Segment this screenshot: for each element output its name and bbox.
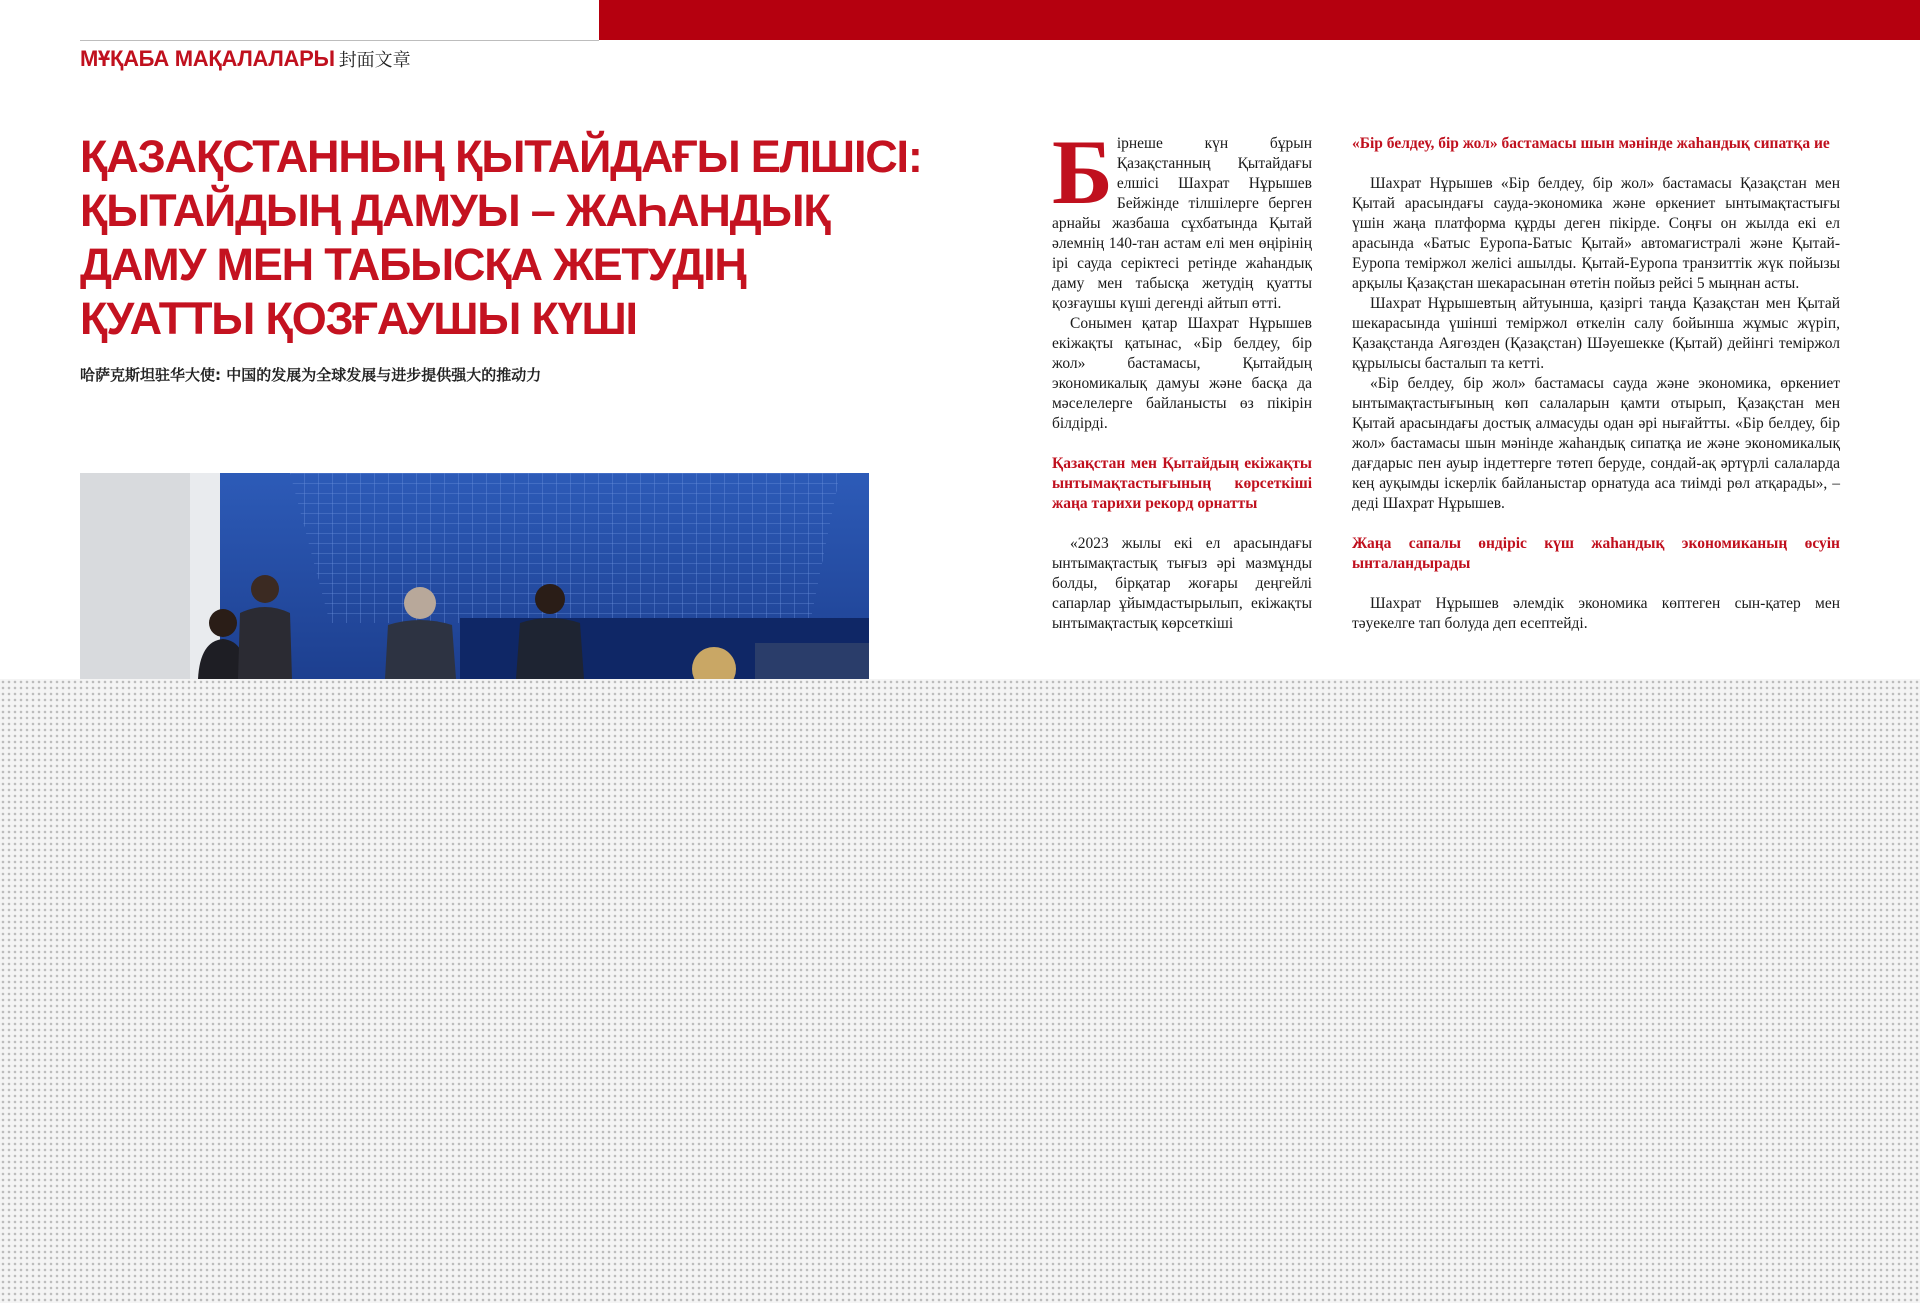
article-paragraph: «2023 жылы екі ел арасындағы ынтымақтастық тығыз әрі мазмұнды болды, бірқатар жоғары деңгейлі сапарлар ұйымдастырылып, екіжақты ынтымақтастық көрсеткіші: [1052, 535, 1312, 632]
article-paragraph: «Бір белдеу, бір жол» бастамасы сауда және экономика, өркениет ынтымақтастығының көп салаларын қамти отырып, Қазақстан мен Қытай арасындағы достық алмасуды одан әрі нығайтты. «Бір белдеу, бір жол» бастамасы шын мәнінде жаһандық сипатқа ие және экономикалық дағдарыс пен ауыр індеттерге төтеп беруде, сондай-ақ әртүрлі салаларда кең ауқымды іскерлік байланыстар орнатуда аса тиімді рөл атқарады», – деді Шахрат Нұрышев.: [1352, 375, 1840, 512]
headline-line: ҚЫТАЙДЫҢ ДАМУЫ – ЖАҺАНДЫҚ: [80, 185, 830, 236]
article-subtitle-cn: 哈萨克斯坦驻华大使: 中国的发展为全球发展与进步提供强大的推动力: [80, 366, 542, 384]
headline-line: ҚУАТТЫ ҚОЗҒАУШЫ КҮШІ: [80, 293, 637, 344]
header-rule: [80, 40, 599, 41]
article-column-right: [1352, 134, 1840, 634]
article-photo: [80, 473, 869, 679]
section-heading: Қазақстан мен Қытайдың екіжақты ынтымақтастығының көрсеткіші жаңа тарихи рекорд орнатты: [1052, 455, 1312, 512]
section-label-kz: МҰҚАБА МАҚАЛАЛАРЫ: [80, 46, 335, 71]
page-fade-overlay: [0, 679, 1920, 1303]
article-paragraph: Шахрат Нұрышев әлемдік экономика көптеген сын-қатер мен тәуекелге тап болуда деп есептейді.: [1352, 595, 1840, 632]
section-heading: Жаңа сапалы өндіріс күш жаһандық экономиканың өсуін ынталандырады: [1352, 535, 1840, 572]
paragraph-text: ірнеше күн бұрын Қазақстанның Қытайдағы елшісі Шахрат Нұрышев Бейжінде тілшілерге берген арнайы жазбаша сұхбатында Қытай әлемнің 140-тан астам елі мен өңірінің ірі сауда серіктесі ретінде жаһандық даму мен табысқа жетудің қуатты қозғаушы күші дегенді айтып өтті.: [1052, 135, 1312, 312]
article-paragraph: Сонымен қатар Шахрат Нұрышев екіжақты қатынас, «Бір белдеу, бір жол» бастамасы, Қытайдың экономикалық дамуы және басқа да мәселелерге байланысты өз пікірін білдірді.: [1052, 315, 1312, 432]
article-paragraph: Шахрат Нұрышевтың айтуынша, қазіргі таңда Қазақстан мен Қытай шекарасында үшінші теміржол өткелін салу бойынша жұмыс жүріп, Қазақстанда Аягөзден (Қазақстан) Шәуешекке (Қытай) дейінгі теміржол құрылысы басталып та кетті.: [1352, 295, 1840, 372]
drop-cap: Б: [1052, 121, 1113, 223]
section-label-cn: 封面文章: [338, 50, 411, 70]
article-paragraph: [1052, 121, 1312, 314]
photo-illustration: [80, 473, 869, 679]
section-label: [80, 46, 411, 72]
article-column-left: [1052, 121, 1312, 634]
article-paragraph: Шахрат Нұрышев «Бір белдеу, бір жол» бастамасы Қазақстан мен Қытай арасындағы сауда-экономика және өркениет ынтымақтастығы үшін жаңа платформа құрды деген пікірде. Соңғы он жылда екі ел арасында «Батыс Еуропа-Батыс Қытай» автомагистралі және Қытай-Еуропа теміржол желісі ашылды. Қытай-Еуропа транзиттік жүк пойызы арқылы Қазақстан шекарасынан өтетін пойыз рейсі 5 мыңнан асты.: [1352, 175, 1840, 292]
headline-line: ҚАЗАҚСТАННЫҢ ҚЫТАЙДАҒЫ ЕЛШІСІ:: [80, 131, 922, 182]
top-red-bar: [599, 0, 1920, 40]
headline-line: ДАМУ МЕН ТАБЫСҚА ЖЕТУДІҢ: [80, 239, 746, 290]
section-heading: «Бір белдеу, бір жол» бастамасы шын мәнінде жаһандық сипатқа ие: [1352, 135, 1830, 152]
article-headline: [80, 130, 922, 346]
